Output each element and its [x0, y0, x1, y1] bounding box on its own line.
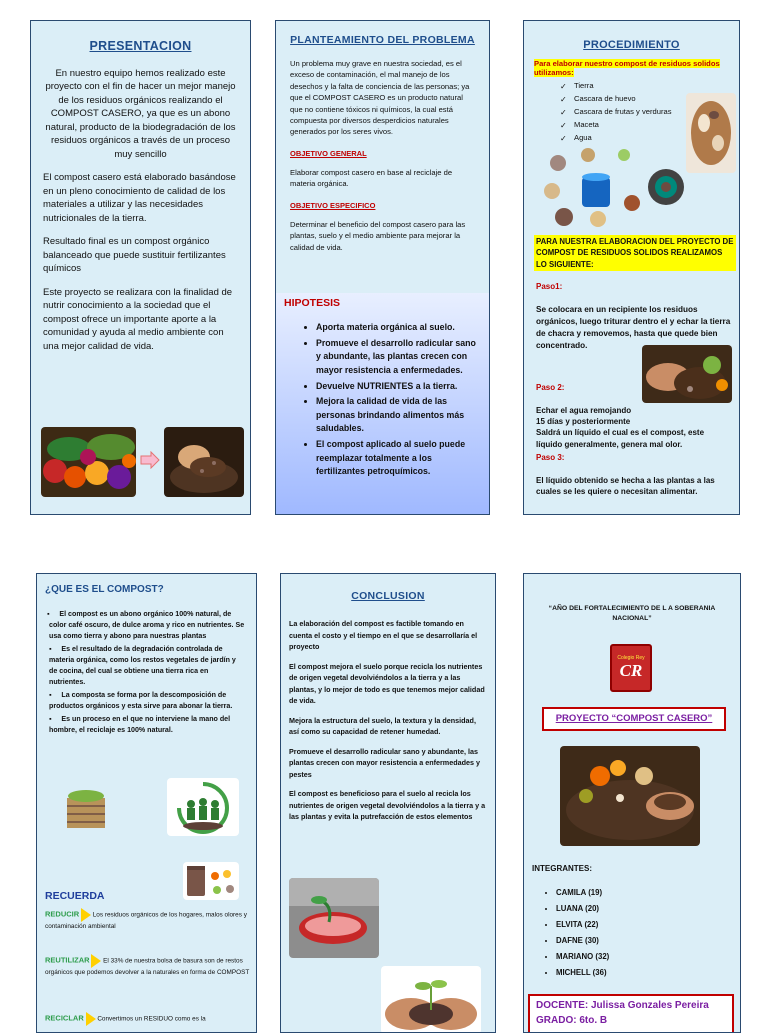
integrante-item: • LUANA (20): [556, 902, 609, 916]
paso1-text: Se colocara en un recipiente los residuos orgánicos, luego triturar dentro el y echar la tierra de chacra y removemos, hasta que quede bien concentrado.: [536, 305, 731, 350]
conclusion-para: El compost mejora el suelo porque recicla los nutrientes de origen vegetal devolviéndolos a la tierra y a las plantas, y lo mejor de todo es que tenemos mejor calidad de vida.: [289, 661, 485, 706]
compost-cycle-diagram: [538, 147, 688, 227]
procedimiento-heading2: PARA NUESTRA ELABORACION DEL PROYECTO DE COMPOST DE RESIDUOS SOLIDOS REALIZAMOS LO SIGUIENTE:: [534, 235, 736, 271]
hipotesis-item: • Aporta materia orgánica al suelo.: [316, 321, 481, 335]
objetivo-general-text: Elaborar compost casero en base al reciclaje de materia orgánica.: [290, 167, 453, 189]
hipotesis-item: • Devuelve NUTRIENTES a la tierra.: [316, 380, 481, 394]
school-name: Colegio Rey: [617, 655, 645, 661]
material-item: ✓ Agua: [564, 132, 739, 145]
reciclar-label: RECICLAR: [45, 1013, 84, 1023]
material-item: ✓ Cascara de frutas y verduras: [564, 106, 739, 119]
grado-text: GRADO: 6to. B: [536, 1015, 608, 1026]
panel-conclusion: [280, 573, 496, 1033]
hipotesis-item: • El compost aplicado al suelo puede reemplazar totalmente a los fertilizantes petroquímicos.: [316, 438, 481, 479]
reutilizar-row: [45, 954, 253, 978]
reducir-text: Los residuos orgánicos de los hogares, malos olores y contaminación ambiental: [45, 911, 247, 930]
que-es-item-text: La composta se forma por la descomposición de productos orgánicos y esta sirve para abonar la tierra.: [49, 690, 233, 710]
hipotesis-item: • Mejora la calidad de vida de las personas brindando alimentos más saludables.: [316, 395, 481, 436]
hipotesis-box: [276, 293, 490, 515]
compost-photo: [560, 746, 700, 846]
presentacion-title: PRESENTACION: [89, 39, 192, 53]
paso2-text: Echar el agua remojando 15 días y posteriormente Saldrá un líquido el cual es el compost, este líquido generalmente, genera mal olor.: [536, 406, 705, 449]
arrow-right-icon: [81, 908, 91, 922]
material-item: ✓ Maceta: [564, 119, 739, 132]
reutilizar-text: El 33% de nuestra bolsa de basura son de restos orgánicos que podemos devolver a la naturales en forma de COMPOST: [45, 957, 250, 976]
objetivo-especifico-text: Determinar el beneficio del compost casero para las plantas, suelo y el medio ambiente para mejorar la calidad de vida.: [290, 220, 466, 252]
material-item: ✓ Cascara de huevo: [564, 93, 739, 106]
conclusion-para: Promueve el desarrollo radicular sano y abundante, las plantas crecen con mayor resistencia a enfermedades y pestes: [289, 746, 480, 779]
integrante-item: • ELVITA (22): [556, 918, 609, 932]
compost-materials-photo: [686, 93, 736, 173]
hipotesis-label: HIPOTESIS: [284, 297, 341, 309]
year-motto: “AÑO DEL FORTALECIMIENTO DE L A SOBERANIA NACIONAL”: [548, 605, 716, 623]
compost-container-icon: [183, 862, 239, 900]
conclusion-para: La elaboración del compost es factible tomando en cuenta el costo y el tiempo en el que se desarrollaría el proyecto: [289, 619, 478, 652]
panel-portada: [523, 573, 741, 1033]
recycle-people-icon: [167, 778, 239, 836]
panel-que-es: [36, 573, 257, 1033]
que-es-item-text: El compost es un abono orgánico 100% natural, de color café oscuro, de dulce aroma y rico en nutrientes. Se usa como tierra y abono para nuestras plantas: [49, 610, 245, 640]
integrante-item: • CAMILA (19): [556, 886, 609, 900]
plant-in-hands-photo: [381, 966, 481, 1033]
reciclar-text: Convertimos un RESIDUO como es la: [97, 1015, 206, 1023]
project-title: PROYECTO “COMPOST CASERO”: [542, 707, 726, 731]
objetivo-general-label: OBJETIVO GENERAL: [290, 148, 367, 158]
seedling-lab-photo: [289, 878, 379, 958]
planteamiento-p1: Un problema muy grave en nuestra sociedad, es el exceso de contaminación, el mal manejo de los desechos y la falta de conciencia de las personas; ya que el COMPOST CASERO es un producto natural que no contiene tóxicos ni químicos, la cual está compuesta por diversos desperdicios naturales generados por los seres vivos.: [290, 59, 470, 137]
panel-presentacion: [30, 20, 251, 515]
planteamiento-title: PLANTEAMIENTO DEL PROBLEMA: [290, 34, 475, 46]
paso1-label: Paso1:: [536, 282, 563, 291]
compost-hand-photo: [642, 345, 732, 403]
que-es-item: ▪ Es un proceso en el que no interviene la mano del hombre, el reciclaje es 100% natural.: [49, 714, 231, 734]
integrante-item: • MICHELL (36): [556, 966, 609, 980]
procedimiento-title: PROCEDIMIENTO: [583, 39, 680, 51]
conclusion-para: Mejora la estructura del suelo, la textura y la densidad, así como su capacidad de retener humedad.: [289, 715, 476, 737]
presentacion-p4: Este proyecto se realizara con la finalidad de nutrir conocimiento a la sociedad que el compost ofrece un importante aporte a la comunidad y ayuda al medio ambiente con una mejor calidad de vida.: [43, 286, 233, 352]
paso3-text: El líquido obtenido se hecha a las plantas a las cuales se les quiere o necesitan alimentar.: [536, 476, 715, 497]
material-item: ✓ Tierra: [564, 80, 739, 93]
conclusion-para: El compost es beneficioso para el suelo al recicla los nutrientes de origen vegetal devolviéndolos a la tierra y a las plantas y evita la putrefacción de estos elementos: [289, 789, 486, 822]
presentacion-p1: En nuestro equipo hemos realizado este proyecto con el fin de hacer un mejor manejo de los residuos orgánicos realizando el COMPOST CASERO, ya que es un abono natural, producto de la biodegradación de los residuos orgánicos a través de un proceso muy sencillo: [45, 68, 236, 160]
reducir-row: [45, 908, 253, 932]
paso3-label: Paso 3:: [536, 453, 565, 462]
arrow-right-icon: [91, 954, 101, 968]
soil-hands-photo: [164, 427, 244, 497]
procedimiento-intro: Para elaborar nuestro compost de residuos solidos utilizamos:: [534, 59, 720, 77]
reutilizar-label: REUTILIZAR: [45, 955, 90, 965]
presentacion-p3: Resultado final es un compost orgánico balanceado que puede sustituir fertilizantes químicos: [43, 236, 226, 275]
objetivo-especifico-label: OBJETIVO ESPECIFICO: [290, 200, 376, 210]
docente-box: [528, 994, 734, 1033]
arrow-right-icon: [140, 451, 160, 469]
compost-bin-illustration: [61, 784, 111, 834]
paso2-label: Paso 2:: [536, 383, 565, 392]
recuerda-heading: RECUERDA: [45, 890, 105, 902]
presentacion-p2: El compost casero está elaborado basándose en un pleno conocimiento de calidad de los materiales a utilizar y las necesidades nutricionales de la tierra.: [43, 172, 236, 224]
panel-procedimiento: [523, 20, 740, 515]
panel-planteamiento: [275, 20, 490, 515]
reducir-label: REDUCIR: [45, 909, 80, 919]
que-es-item: ▪ La composta se forma por la descomposición de productos orgánicos y esta sirve para abonar la tierra.: [49, 690, 233, 710]
school-logo: [610, 644, 652, 692]
logo-letters: CR: [619, 661, 643, 680]
vegetables-photo: [41, 427, 136, 497]
que-es-item-text: Es un proceso en el que no interviene la mano del hombre, el reciclaje es 100% natural.: [49, 714, 231, 734]
conclusion-title: CONCLUSION: [351, 590, 425, 602]
que-es-item: ▪ El compost es un abono orgánico 100% natural, de color café oscuro, de dulce aroma y rico en nutrientes. Se usa como tierra y abono para nuestras plantas: [47, 610, 245, 640]
docente-text: DOCENTE: Julissa Gonzales Pereira: [536, 1000, 709, 1011]
que-es-item-text: Es el resultado de la degradación controlada de materia orgánica, como los restos vegetales de jardín y de cocina, del cual se obtiene una tierra rica en nutrientes.: [49, 644, 236, 686]
que-es-item: ▪ Es el resultado de la degradación controlada de materia orgánica, como los restos vegetales de jardín y de cocina, del cual se obtiene una tierra rica en nutrientes.: [49, 644, 236, 686]
hipotesis-item: • Promueve el desarrollo radicular sano y abundante, las plantas crecen con mayor resistencia a enfermedades.: [316, 337, 481, 378]
que-es-title: ¿QUE ES EL COMPOST?: [45, 584, 164, 595]
integrantes-label: INTEGRANTES:: [532, 864, 592, 873]
integrante-item: • MARIANO (32): [556, 950, 609, 964]
integrante-item: • DAFNE (30): [556, 934, 609, 948]
